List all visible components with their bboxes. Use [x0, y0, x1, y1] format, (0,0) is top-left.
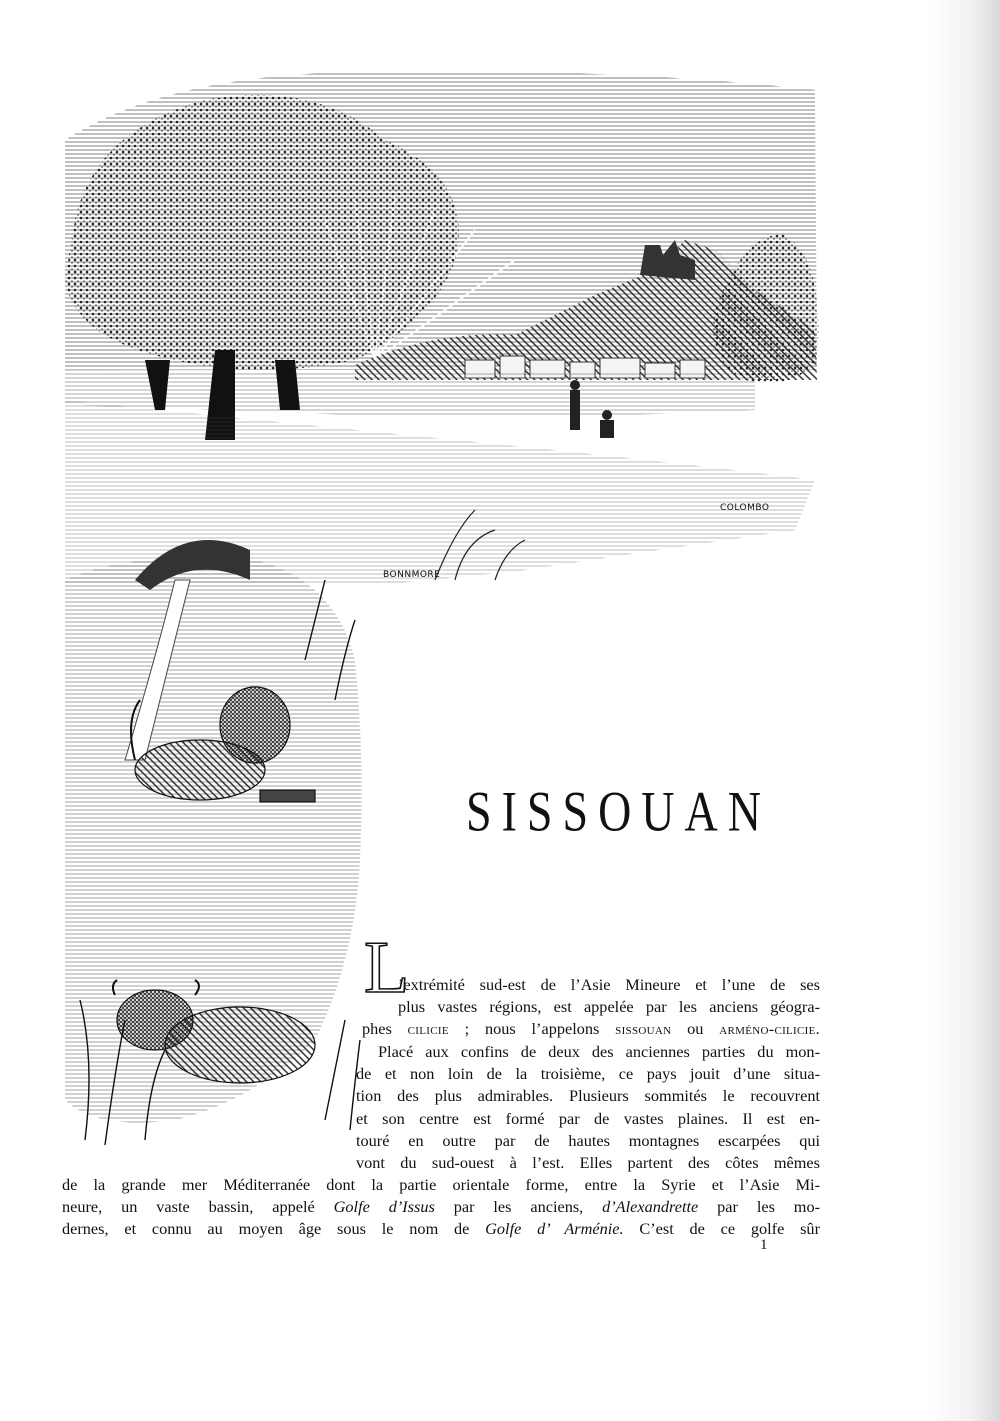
text-line: vont du sud-ouest à l’est. Elles partent des côtes mêmes	[356, 1153, 820, 1172]
text-line: de la grande mer Méditerranée dont la partie orientale forme, entre la Syrie et l’Asie Mi-	[62, 1175, 820, 1194]
text-line: touré en outre par de hautes montagnes escarpées qui	[356, 1131, 820, 1150]
page-number: 1	[760, 1237, 768, 1253]
drop-cap-letter: L	[364, 927, 410, 1009]
text-line: plus vastes régions, est appelée par les anciens géogra-	[398, 997, 820, 1016]
engraving-illustration	[55, 60, 825, 1160]
text-line: et son centre est formé par de vastes plaines. Il est en-	[356, 1109, 820, 1128]
text-line: ’extrémité sud-est de l’Asie Mineure et l’une de ses	[398, 975, 820, 994]
chapter-title: SISSOUAN	[466, 779, 771, 843]
text-line: dernes, et connu au moyen âge sous le nom de Golfe d’ Arménie. C’est de ce golfe sûr	[62, 1219, 820, 1238]
text-line: phes cilicie ; nous l’appelons sissouan ou arméno-cilicie.	[362, 1019, 821, 1038]
lake	[65, 370, 755, 417]
text-line: de et non loin de la troisième, ce pays jouit d’une situa-	[356, 1064, 820, 1083]
text-line: Placé aux confins de deux des anciennes parties du mon-	[378, 1042, 820, 1061]
page-edge-shadow	[930, 0, 1000, 1421]
artist-signature-right: COLOMBO	[720, 503, 770, 513]
artist-signature-left: BONNMORE	[383, 570, 441, 580]
text-line: tion des plus admirables. Plusieurs sommités le recouvrent	[356, 1086, 820, 1105]
text-line: neure, un vaste bassin, appelé Golfe d’Issus par les anciens, d’Alexandrette par les mo-	[62, 1197, 821, 1216]
